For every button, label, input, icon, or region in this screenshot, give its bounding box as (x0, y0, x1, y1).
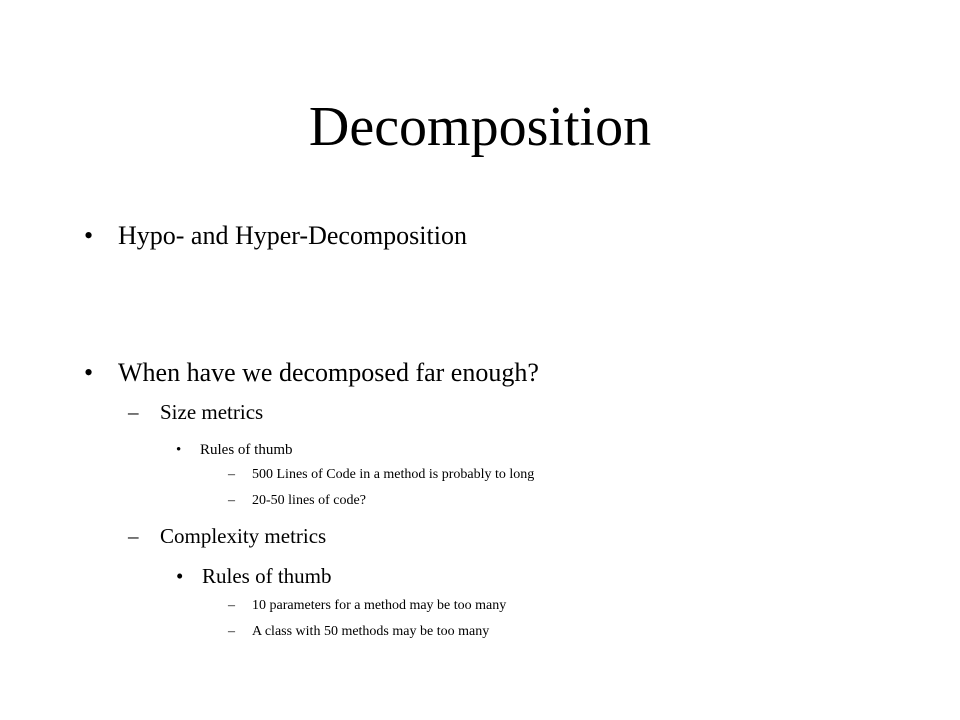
bullet-text: When have we decomposed far enough? (118, 358, 539, 387)
bullet-icon: • (84, 358, 94, 387)
bullet-icon: • (84, 221, 94, 250)
dash-icon: – (228, 493, 235, 508)
detail-item-text: A class with 50 methods may be too many (252, 624, 490, 639)
detail-item-text: 20-50 lines of code? (252, 493, 366, 508)
detail-item-text: 500 Lines of Code in a method is probably to long (252, 467, 535, 482)
dash-icon: – (128, 400, 139, 424)
sub-sub-item-text: Rules of thumb (200, 442, 293, 458)
sub-sub-item-text: Rules of thumb (202, 564, 332, 588)
detail-item-text: 10 parameters for a method may be too many (252, 598, 507, 613)
bullet-text: Hypo- and Hyper-Decomposition (118, 221, 467, 250)
sub-item-text: Complexity metrics (160, 524, 327, 548)
sub-item-text: Size metrics (160, 400, 264, 424)
dash-icon: – (228, 598, 235, 613)
dash-icon: – (228, 624, 235, 639)
dash-icon: – (228, 467, 235, 482)
dash-icon: – (128, 524, 139, 548)
slide-title: Decomposition (308, 96, 652, 158)
bullet-icon: • (176, 564, 184, 588)
bullet-icon: • (176, 442, 182, 458)
